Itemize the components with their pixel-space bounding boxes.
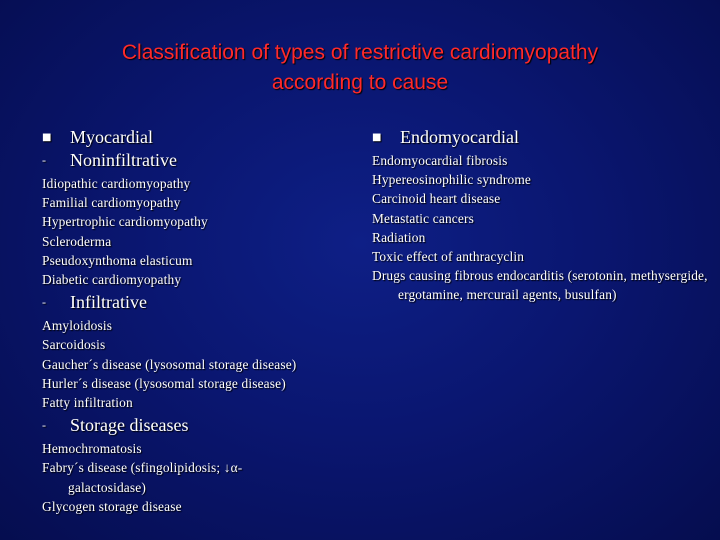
noninfiltrative-heading: [42, 149, 362, 172]
dash-bullet-icon: -: [42, 418, 46, 433]
storage-diseases-heading-label: Storage diseases: [70, 415, 189, 436]
list-item: Fabry´s disease (sfingolipidosis; ↓α-galactosidase): [42, 460, 243, 495]
square-bullet-icon: ■: [42, 132, 52, 143]
myocardial-column: [42, 126, 362, 518]
list-item: Glycogen storage disease: [42, 498, 182, 514]
slide-title-line-2: according to cause: [271, 71, 449, 94]
list-item: Carcinoid heart disease: [372, 191, 501, 207]
list-item: Scleroderma: [42, 233, 112, 249]
list-item: Endomyocardial fibrosis: [372, 153, 508, 168]
noninfiltrative-list: [42, 174, 362, 289]
slide-title: [0, 38, 720, 98]
list-item: Idiopathic cardiomyopathy: [42, 176, 191, 191]
list-item: Pseudoxynthoma elasticum: [42, 252, 193, 268]
infiltrative-list: [42, 316, 362, 412]
endomyocardial-column: [372, 126, 707, 307]
list-item: Diabetic cardiomyopathy: [42, 272, 182, 288]
square-bullet-icon: ■: [372, 132, 382, 143]
dash-bullet-icon: -: [42, 295, 46, 310]
storage-diseases-heading: [42, 414, 362, 437]
list-item: Metastatic cancers: [372, 210, 474, 226]
noninfiltrative-heading-label: Noninfiltrative: [70, 150, 177, 170]
storage-diseases-list: [42, 439, 362, 516]
list-item: Gaucher´s disease (lysosomal storage disease): [42, 356, 297, 372]
list-item: Hemochromatosis: [42, 441, 142, 457]
list-item: Drugs causing fibrous endocarditis (serotonin, methysergide, ergotamine, mercurail agents, busulfan): [372, 268, 708, 303]
endomyocardial-heading-label: Endomyocardial: [400, 127, 519, 147]
dash-bullet-icon: -: [42, 153, 46, 167]
myocardial-heading-label: Myocardial: [70, 127, 153, 147]
infiltrative-heading-label: Infiltrative: [70, 292, 147, 313]
endomyocardial-list: [372, 151, 707, 305]
list-item: Hypereosinophilic syndrome: [372, 172, 531, 188]
infiltrative-heading: [42, 291, 362, 314]
myocardial-heading: [42, 126, 362, 149]
list-item: Radiation: [372, 229, 426, 245]
list-item: Amyloidosis: [42, 318, 113, 334]
list-item: Fatty infiltration: [42, 395, 133, 411]
list-item: Sarcoidosis: [42, 337, 106, 353]
endomyocardial-heading: [372, 126, 707, 149]
slide-title-line-1: Classification of types of restrictive cardiomyopathy: [121, 41, 599, 64]
list-item: Hypertrophic cardiomyopathy: [42, 214, 208, 230]
list-item: Toxic effect of anthracyclin: [372, 249, 525, 265]
list-item: Familial cardiomyopathy: [42, 195, 181, 211]
list-item: Hurler´s disease (lysosomal storage disease): [42, 375, 286, 391]
